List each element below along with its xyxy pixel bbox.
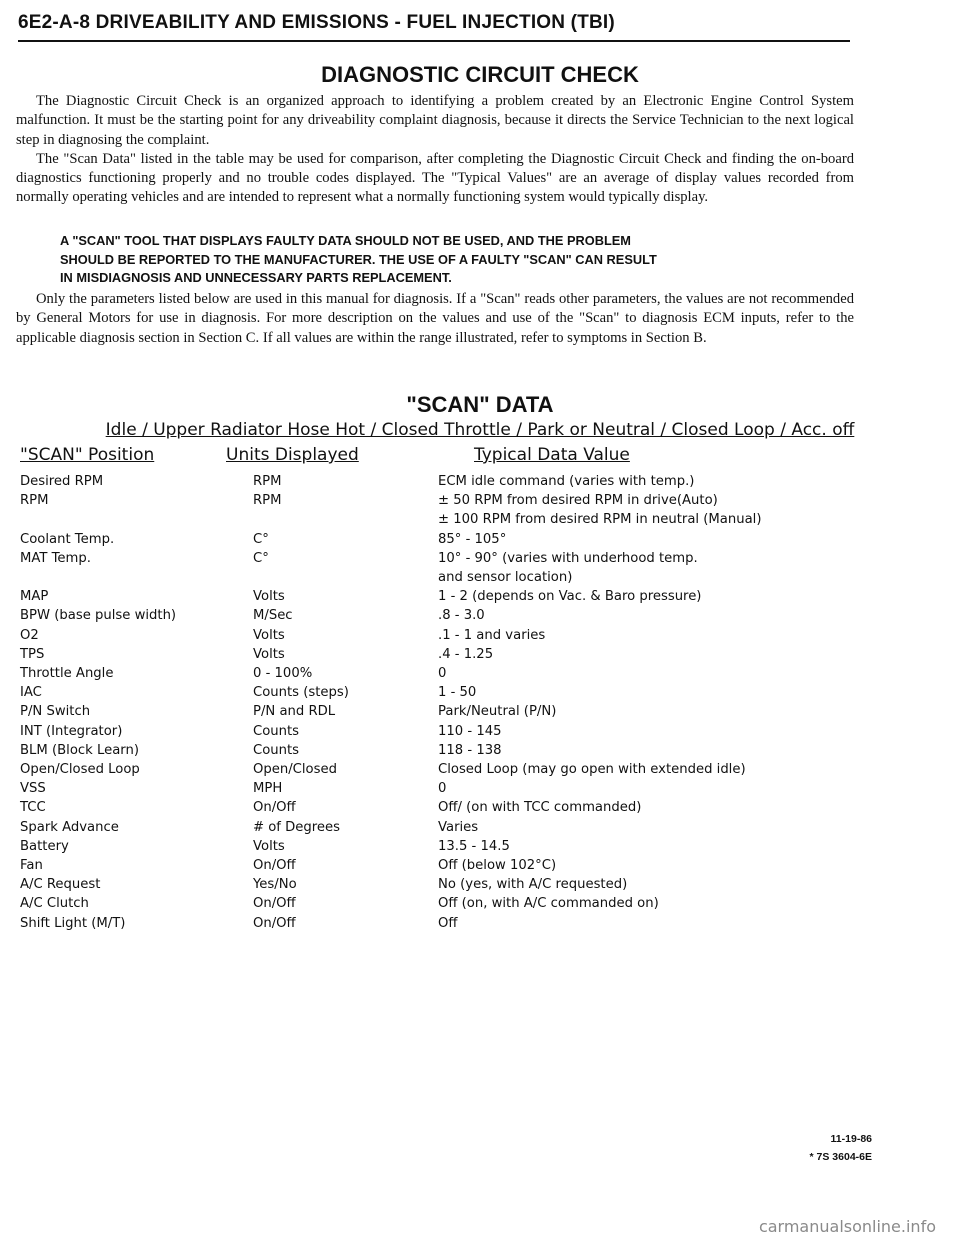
table-row [20, 914, 850, 933]
intro-paragraph: The "Scan Data" listed in the table may be used for comparison, after completing the Diagnostic Circuit Check and finding the on-board diagnostics functioning properly and no trouble codes displayed. The "Typical Values" are an average of display values recorded from normally operating vehicles and are intended to represent what a normally functioning system would typically display. [16, 150, 854, 206]
typical-value-cell: 10° - 90° (varies with underhood temp. [438, 550, 698, 566]
table-row [20, 875, 850, 894]
units-cell: Counts (steps) [253, 685, 349, 701]
table-row [20, 683, 850, 702]
units-cell: On/Off [253, 896, 296, 912]
footer-code: * 7S 3604-6E [809, 1151, 872, 1163]
position-cell: Open/Closed Loop [20, 762, 140, 778]
typical-value-cell: No (yes, with A/C requested) [438, 877, 628, 893]
table-row [20, 760, 850, 779]
scan-data-table [20, 472, 850, 933]
table-row [20, 530, 850, 549]
header-rule [18, 40, 850, 42]
position-cell [20, 510, 253, 529]
units-cell: MPH [253, 781, 283, 797]
typical-value-cell: 13.5 - 14.5 [438, 838, 510, 854]
position-cell: P/N Switch [20, 704, 91, 720]
scan-data-title: "SCAN" DATA [406, 392, 554, 417]
section-title: DIAGNOSTIC CIRCUIT CHECK [321, 62, 639, 87]
typical-value-cell: ± 100 RPM from desired RPM in neutral (Manual) [438, 512, 762, 528]
position-cell: Desired RPM [20, 474, 104, 489]
units-cell: C° [253, 531, 269, 547]
table-row [20, 568, 850, 587]
units-cell [253, 510, 438, 529]
position-cell: A/C Clutch [20, 896, 89, 912]
typical-value-cell: .8 - 3.0 [438, 608, 485, 624]
position-cell: Shift Light (M/T) [20, 915, 126, 931]
units-cell: Yes/No [253, 877, 297, 893]
page-header: 6E2-A-8 DRIVEABILITY AND EMISSIONS - FUEL INJECTION (TBI) [18, 12, 615, 33]
position-cell: BLM (Block Learn) [20, 742, 139, 758]
table-row [20, 606, 850, 625]
position-cell: A/C Request [20, 877, 101, 893]
typical-value-cell: Closed Loop (may go open with extended idle) [438, 762, 746, 778]
typical-value-cell: Off (below 102°C) [438, 858, 557, 874]
table-row [20, 491, 850, 510]
units-cell: Volts [253, 646, 285, 662]
position-cell: VSS [20, 781, 46, 797]
warning-line: SHOULD BE REPORTED TO THE MANUFACTURER. THE USE OF A FAULTY "SCAN" CAN RESULT [60, 251, 657, 267]
test-conditions: Idle / Upper Radiator Hose Hot / Closed Throttle / Park or Neutral / Closed Loop / Acc. off [105, 420, 855, 440]
intro-paragraph: The Diagnostic Circuit Check is an organized approach to identifying a problem created by an Electronic Engine Control System malfunction. It must be the starting point for any driveability complaint diagnosis, because it directs the Service Technician to the next logical step in diagnosing the complaint. [16, 93, 854, 148]
table-row [20, 818, 850, 837]
typical-value-cell: 1 - 50 [438, 685, 477, 701]
table-row [20, 837, 850, 856]
table-row [20, 549, 850, 568]
typical-value-cell: .1 - 1 and varies [438, 627, 546, 643]
units-cell: Counts [253, 742, 300, 758]
typical-value-cell: and sensor location) [438, 570, 573, 586]
units-cell: On/Off [253, 800, 296, 816]
typical-value-cell: 0 [438, 781, 447, 797]
units-cell: RPM [253, 493, 282, 509]
units-cell: 0 - 100% [253, 666, 313, 682]
table-row [20, 798, 850, 817]
typical-value-cell: 85° - 105° [438, 531, 507, 547]
units-cell: Open/Closed [253, 762, 337, 778]
units-cell: RPM [253, 474, 282, 489]
typical-value-cell: ECM idle command (varies with temp.) [438, 474, 695, 489]
table-row [20, 472, 850, 491]
typical-value-cell: .4 - 1.25 [438, 646, 494, 662]
page-footer [810, 1130, 872, 1166]
position-cell: INT (Integrator) [20, 723, 123, 739]
units-cell: Volts [253, 838, 285, 854]
typical-value-cell: 0 [438, 666, 447, 682]
table-row [20, 626, 850, 645]
typical-value-cell: Park/Neutral (P/N) [438, 704, 557, 720]
position-cell [20, 568, 253, 587]
column-header-typical-value: Typical Data Value [474, 445, 630, 465]
position-cell: Throttle Angle [20, 666, 114, 682]
typical-value-cell: ± 50 RPM from desired RPM in drive(Auto) [438, 493, 718, 509]
position-cell: O2 [20, 627, 39, 643]
units-cell: M/Sec [253, 608, 293, 624]
table-row [20, 664, 850, 683]
column-header-position: "SCAN" Position [20, 445, 155, 465]
position-cell: BPW (base pulse width) [20, 608, 177, 624]
typical-value-cell: 110 - 145 [438, 723, 502, 739]
typical-value-cell: Off [438, 915, 458, 931]
position-cell: TCC [20, 800, 46, 816]
position-cell: Spark Advance [20, 819, 119, 835]
table-row [20, 856, 850, 875]
table-row [20, 894, 850, 913]
typical-value-cell: Off/ (on with TCC commanded) [438, 800, 642, 816]
position-cell: MAP [20, 589, 49, 605]
units-cell: Counts [253, 723, 300, 739]
position-cell: Fan [20, 858, 43, 874]
position-cell: TPS [20, 646, 45, 662]
position-cell: Coolant Temp. [20, 531, 115, 547]
table-row [20, 702, 850, 721]
typical-value-cell: 1 - 2 (depends on Vac. & Baro pressure) [438, 589, 702, 605]
footer-date: 11-19-86 [830, 1133, 872, 1145]
position-cell: IAC [20, 685, 42, 701]
units-cell: # of Degrees [253, 819, 341, 835]
table-row [20, 722, 850, 741]
typical-value-cell: Off (on, with A/C commanded on) [438, 896, 659, 912]
units-cell: P/N and RDL [253, 704, 336, 720]
intro-text [16, 92, 854, 208]
typical-value-cell: 118 - 138 [438, 742, 502, 758]
units-cell: Volts [253, 589, 285, 605]
table-row [20, 510, 850, 529]
table-row [20, 741, 850, 760]
column-header-units: Units Displayed [226, 445, 359, 465]
units-cell: On/Off [253, 858, 296, 874]
closing-text [16, 290, 854, 348]
units-cell: C° [253, 550, 269, 566]
position-cell: MAT Temp. [20, 550, 91, 566]
units-cell [253, 568, 438, 587]
typical-value-cell: Varies [438, 819, 479, 835]
table-row [20, 587, 850, 606]
units-cell: Volts [253, 627, 285, 643]
warning-block [60, 232, 840, 288]
closing-paragraph: Only the parameters listed below are used in this manual for diagnosis. If a "Scan" reads other parameters, the values are not recommended by General Motors for use in diagnosis. For more description on the values and use of the "Scan" to diagnosis ECM inputs, refer to the applicable diagnosis section in Section C. If all values are within the range illustrated, refer to symptoms in Section B. [16, 291, 854, 346]
position-cell: RPM [20, 493, 49, 509]
table-row [20, 779, 850, 798]
position-cell: Battery [20, 838, 69, 854]
watermark: carmanualsonline.info [758, 1217, 936, 1236]
warning-line: IN MISDIAGNOSIS AND UNNECESSARY PARTS REPLACEMENT. [60, 270, 452, 286]
units-cell: On/Off [253, 915, 296, 931]
warning-line: A "SCAN" TOOL THAT DISPLAYS FAULTY DATA SHOULD NOT BE USED, AND THE PROBLEM [60, 233, 631, 248]
table-row [20, 645, 850, 664]
